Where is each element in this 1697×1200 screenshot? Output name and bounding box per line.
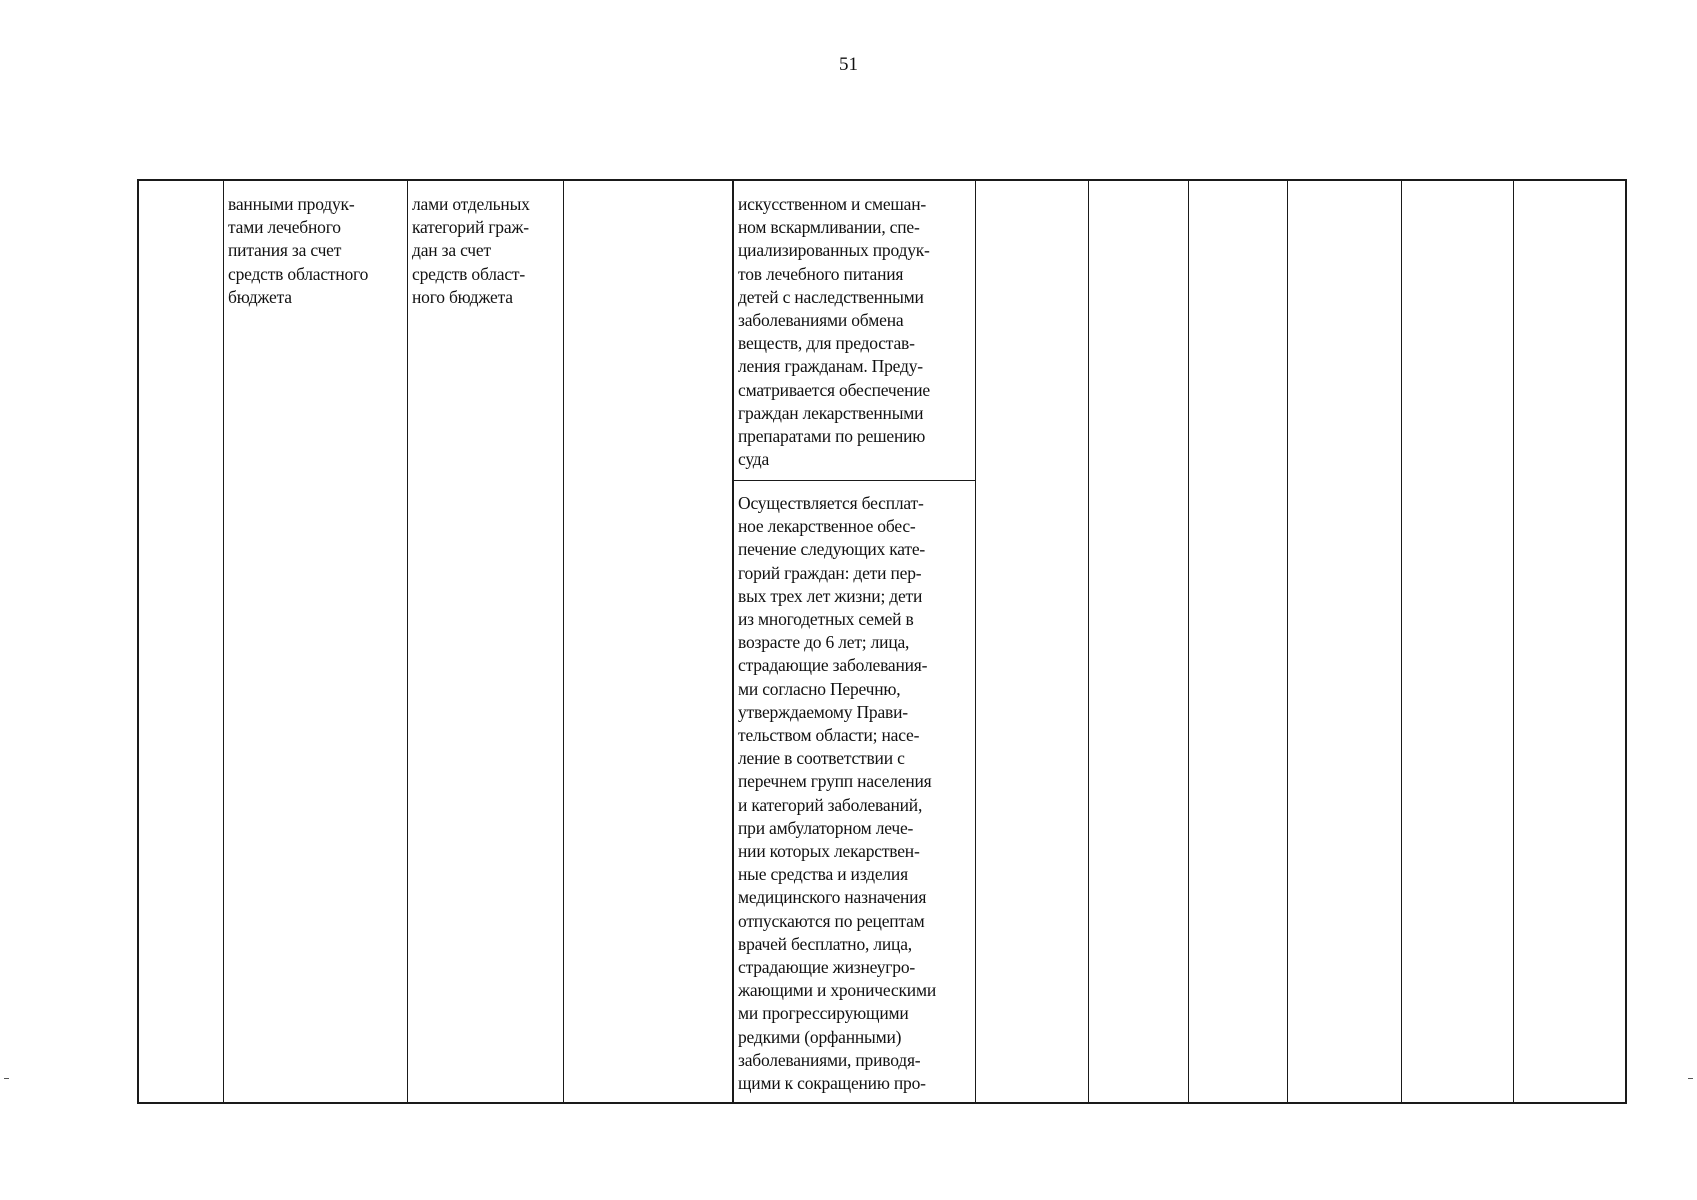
- column-divider: [223, 181, 224, 1102]
- scan-mark: [1688, 1078, 1693, 1079]
- column-divider: [1401, 181, 1402, 1102]
- scan-mark: [4, 1078, 9, 1079]
- column-divider: [1188, 181, 1189, 1102]
- column-divider: [1513, 181, 1514, 1102]
- column-divider: [563, 181, 564, 1102]
- cell-col3-text: лами отдельных категорий граж- дан за счет средств област- ного бюджета: [412, 194, 530, 307]
- cell-col2-text: ванными продук- тами лечебного питания за счет средств областного бюджета: [228, 194, 369, 307]
- cell-col5-bottom-text: Осуществляется бесплат- ное лекарственное обес- печение следующих кате- горий граждан: дети пер- вых трех лет жизни; дети из многодетных семей в возрасте до 6 лет; лица, страдающие заболевания- ми согласно Перечню, утверждаемому Прави- тельством области; насе- ление в соответствии с перечнем групп населения и категорий заболеваний, при амбулаторном лече- нии которых лекарствен- ные средства и изделия медицинского назначения отпускаются по рецептам врачей бесплатно, лица, страдающие жизнеугро- жающими и хроническими ми прогрессирующими редкими (орфанными) заболеваниями, приводя- щими к сокращению про-: [738, 493, 936, 1094]
- continuation-table: [137, 179, 1627, 1104]
- cell-divider: [734, 480, 975, 481]
- cell-col5-top-text: искусственном и смешан- ном вскармливании, спе- циализированных продук- тов лечебного питания детей с наследственными заболеваниями обмена веществ, для предостав- ления гражданам. Преду- сматривается обеспечение граждан лекарственными препаратами по решению суда: [738, 194, 930, 470]
- column-divider: [975, 181, 976, 1102]
- page-number: 51: [839, 54, 858, 75]
- column-divider: [1088, 181, 1089, 1102]
- column-divider: [733, 181, 734, 1102]
- column-divider: [407, 181, 408, 1102]
- column-divider: [1287, 181, 1288, 1102]
